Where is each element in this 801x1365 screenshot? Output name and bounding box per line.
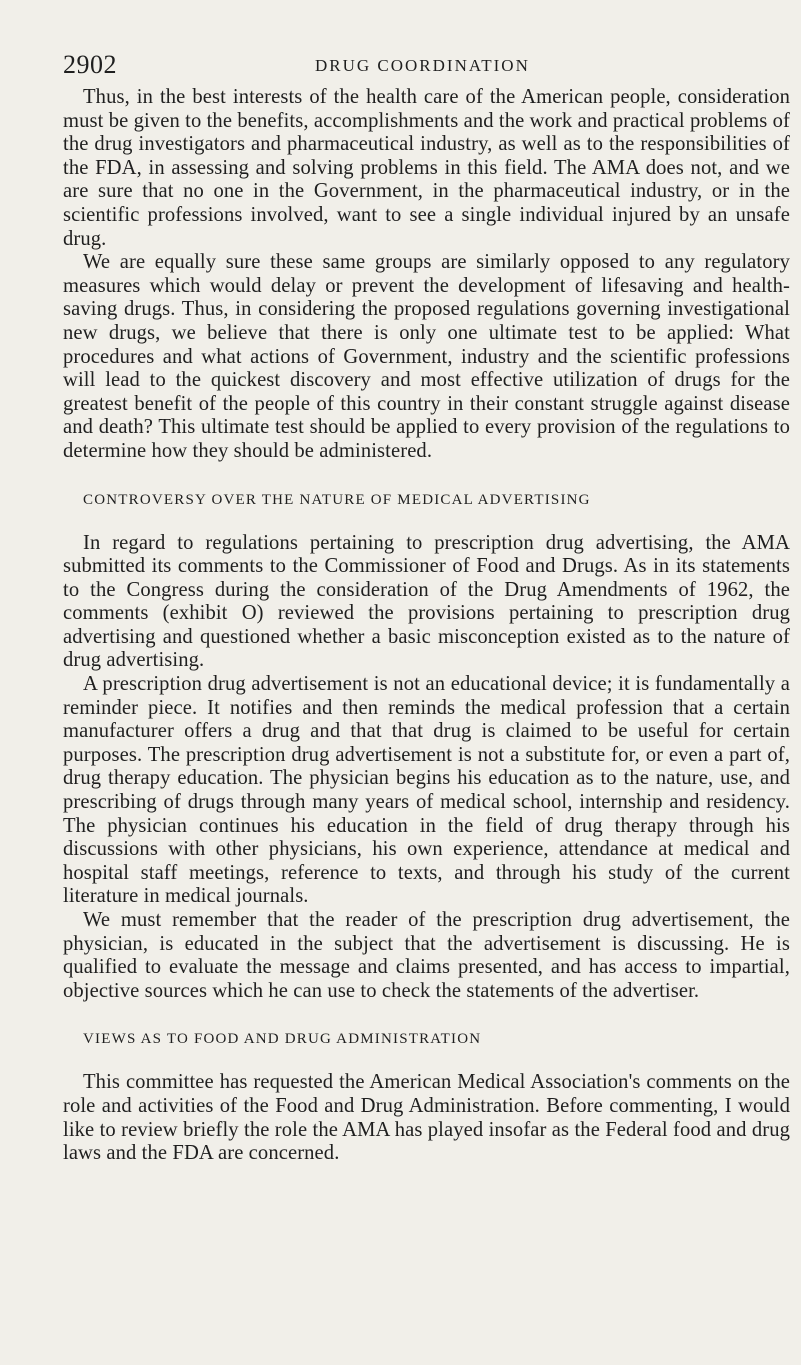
section-heading-medical-advertising: CONTROVERSY OVER THE NATURE OF MEDICAL ADVERTISING — [83, 491, 591, 508]
page-body — [63, 86, 790, 1166]
page-header — [63, 50, 763, 90]
paragraph-1: Thus, in the best interests of the health care of the American people, consideration must be given to the benefits, accomplishments and the work and practical problems of the drug investigators and pharmaceutical industry, as well as to the responsibilities of the FDA, in assessing and solving problems in this field. The AMA does not, and we are sure that no one in the Government, in the pharmaceutical industry, or in the scientific professions involved, want to see a single individual injured by an unsafe drug. — [63, 86, 790, 250]
page-number: 2902 — [63, 50, 117, 79]
paragraph-4: A prescription drug advertisement is not an educational device; it is fundamentally a reminder piece. It notifies and then reminds the medical profession that a certain manufacturer offers a drug and that that drug is claimed to be useful for certain purposes. The prescription drug advertisement is not a substitute for, or even a part of, drug therapy education. The physician begins his education as to the nature, use, and prescribing of drugs through many years of medical school, internship and residency. The physician continues his education in the field of drug therapy through his discussions with other physicians, his own experience, attendance at medical and hospital staff meetings, reference to texts, and through his study of the current literature in medical journals. — [63, 673, 790, 908]
paragraph-3: In regard to regulations pertaining to prescription drug advertising, the AMA submitted its comments to the Commissioner of Food and Drugs. As in its statements to the Congress during the consideration of the Drug Amendments of 1962, the comments (exhibit O) reviewed the provisions pertaining to prescription drug advertising and questioned whether a basic misconception existed as to the nature of drug advertising. — [63, 531, 790, 672]
paragraph-5: We must remember that the reader of the prescription drug advertisement, the physician, is educated in the subject that the advertisement is discussing. He is qualified to evaluate the message and claims presented, and has access to impartial, objective sources which he can use to check the statements of the advertiser. — [63, 909, 790, 1002]
running-head: DRUG COORDINATION — [315, 56, 530, 75]
paragraph-6: This committee has requested the American Medical Association's comments on the role and activities of the Food and Drug Administration. Before commenting, I would like to review briefly the role the AMA has played insofar as the Federal food and drug laws and the FDA are concerned. — [63, 1071, 790, 1165]
section-heading-fda-views: VIEWS AS TO FOOD AND DRUG ADMINISTRATION — [83, 1031, 482, 1048]
paragraph-2: We are equally sure these same groups are similarly opposed to any regulatory measures which would delay or prevent the development of lifesaving and health-saving drugs. Thus, in considering the proposed regulations governing investigational new drugs, we believe that there is only one ultimate test to be applied: What procedures and what actions of Government, industry and the scientific professions will lead to the quickest discovery and most effective utilization of drugs for the greatest benefit of the people of this country in their constant struggle against disease and death? This ultimate test should be applied to every provision of the regulations to determine how they should be administered. — [63, 251, 790, 462]
